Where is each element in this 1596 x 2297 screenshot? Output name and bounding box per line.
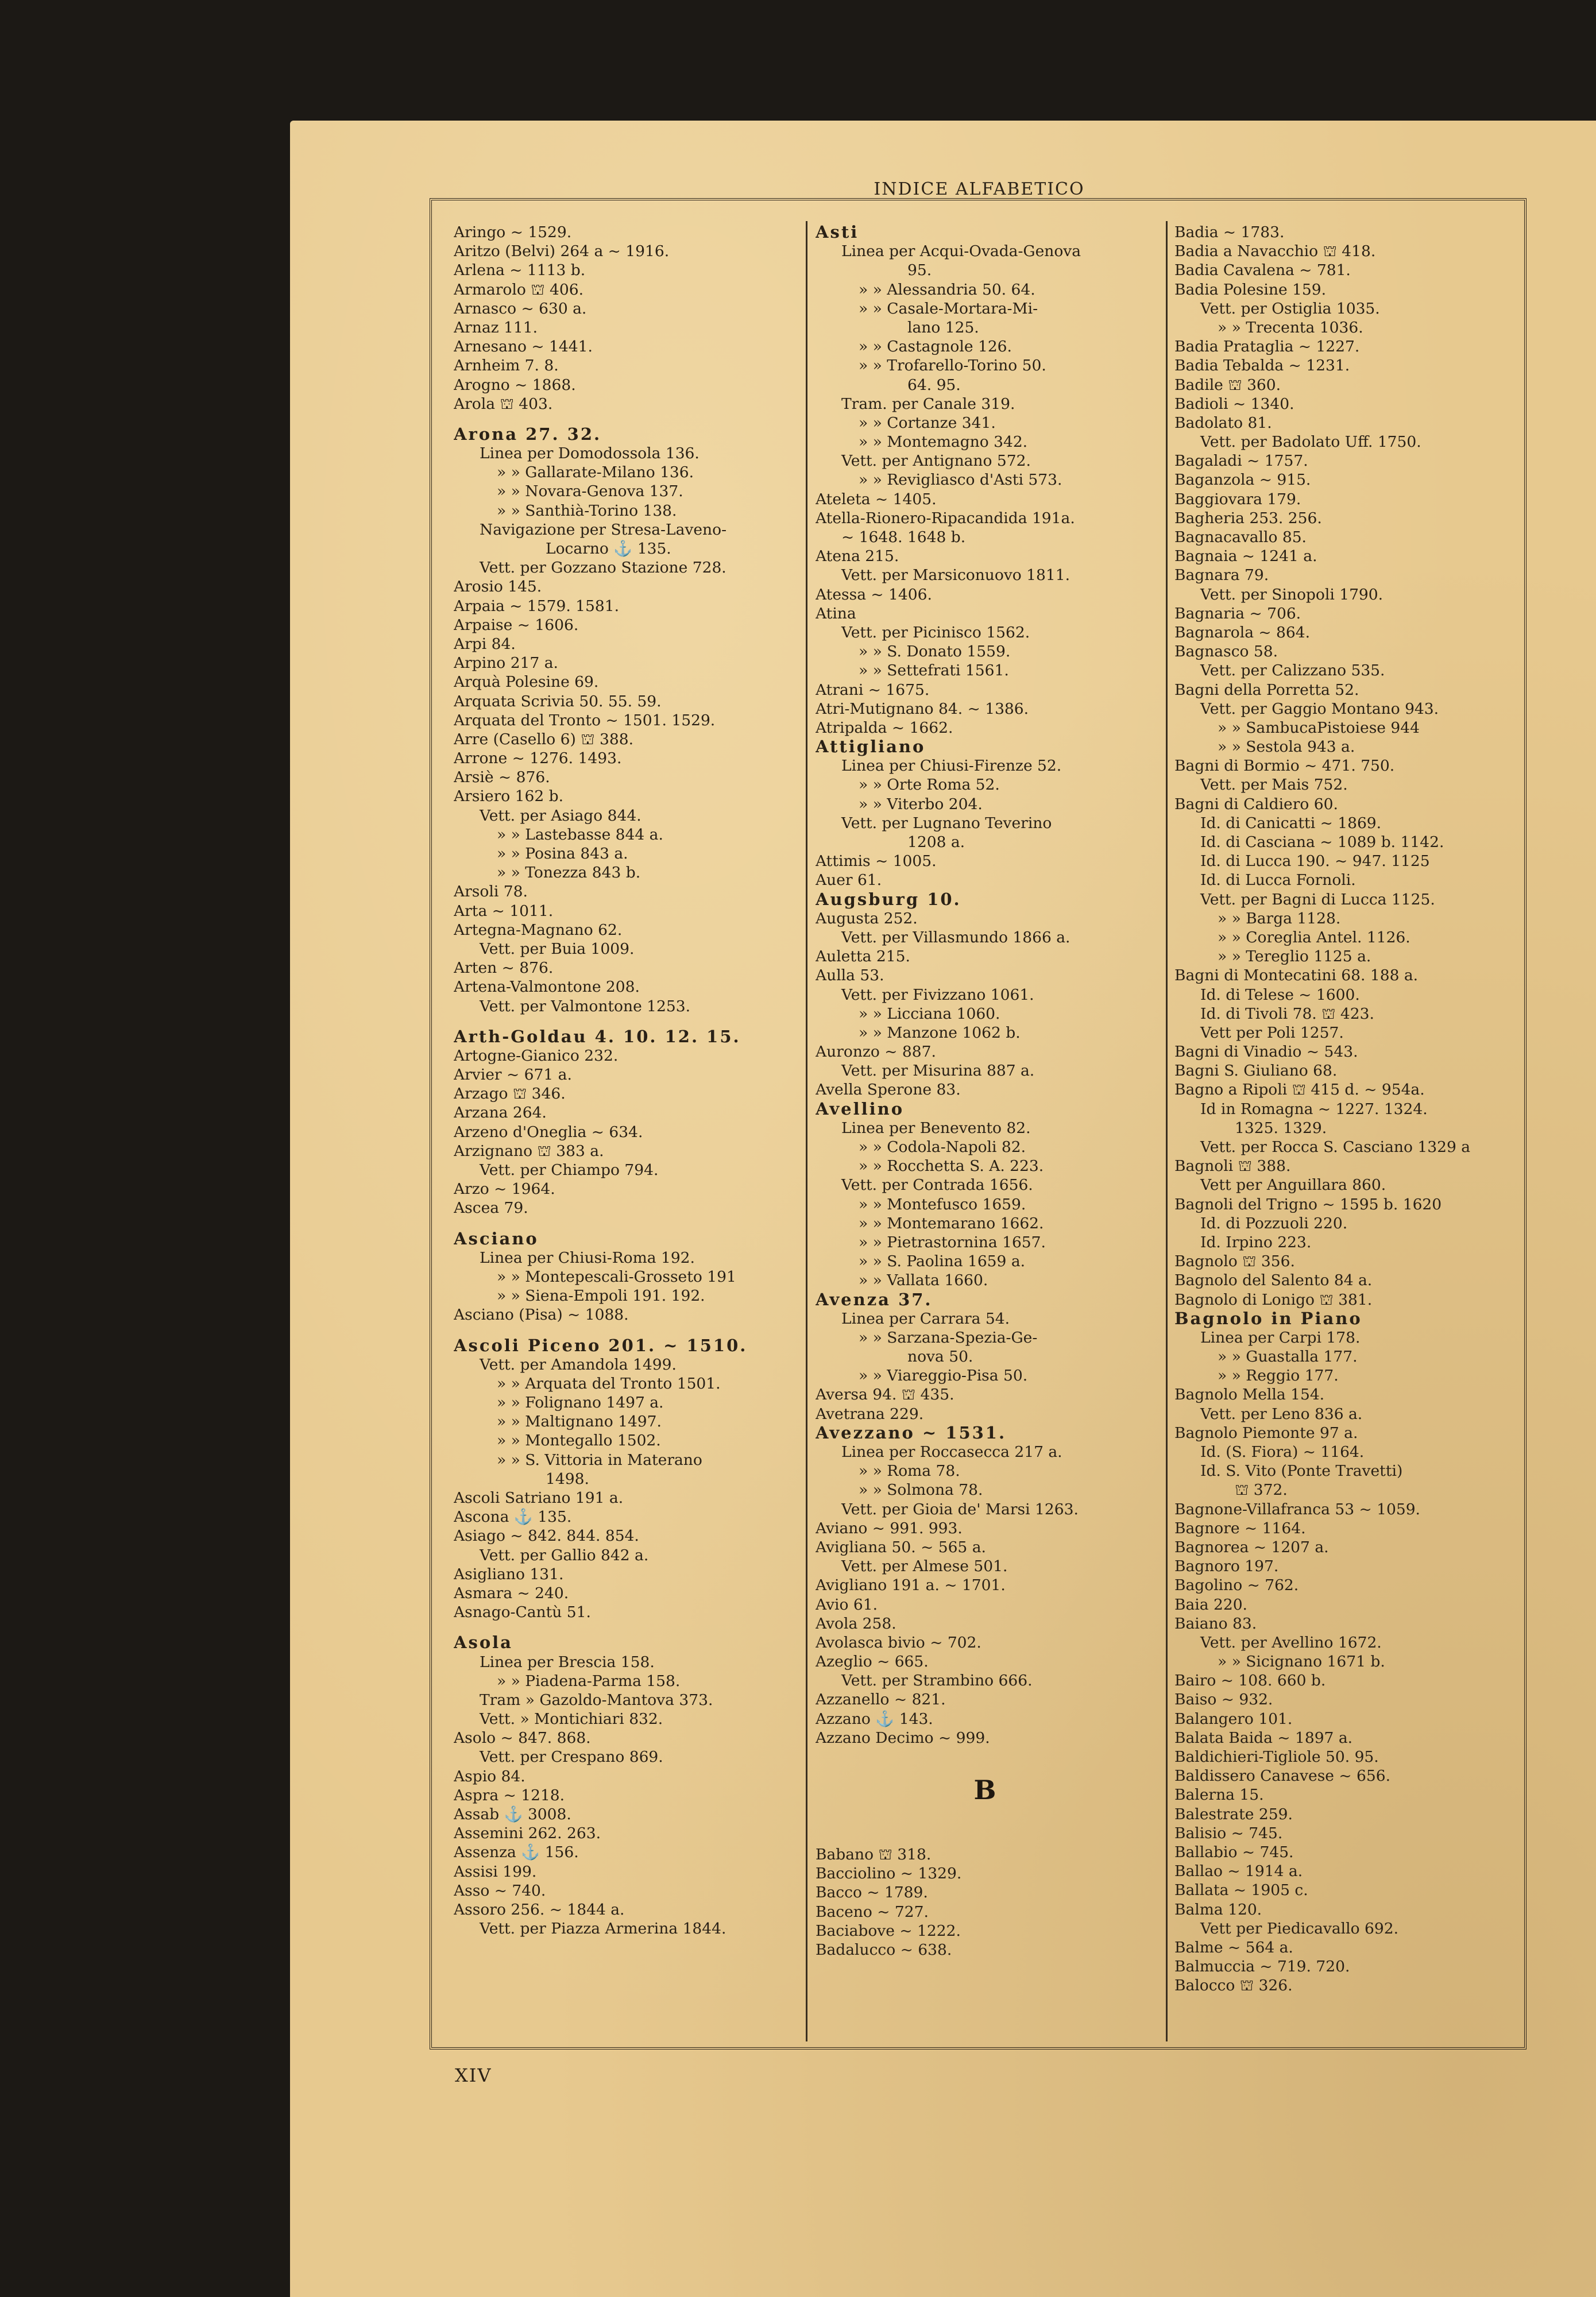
index-entry: » » Trecenta 1036. bbox=[1218, 318, 1363, 337]
index-entry: » » Tonezza 843 b. bbox=[497, 864, 641, 882]
index-entry: » » Barga 1128. bbox=[1218, 909, 1341, 927]
index-heading: Asola bbox=[454, 1633, 513, 1653]
index-entry: » » Montefusco 1659. bbox=[859, 1195, 1026, 1213]
index-entry: Balangero 101. bbox=[1174, 1710, 1293, 1728]
index-entry: Bagnoro 197. bbox=[1174, 1557, 1279, 1576]
index-entry: Linea per Benevento 82. bbox=[841, 1119, 1031, 1137]
index-heading: Avezzano ~ 1531. bbox=[816, 1422, 1007, 1443]
index-entry: Baldissero Canavese ~ 656. bbox=[1174, 1767, 1391, 1785]
index-entry: Arzago ⛫ 346. bbox=[454, 1085, 566, 1103]
index-entry: Vett. per Misurina 887 a. bbox=[841, 1062, 1035, 1080]
index-entry: Vett. per Ostiglia 1035. bbox=[1200, 299, 1380, 318]
index-entry: Linea per Acqui-Ovada-Genova bbox=[841, 242, 1081, 261]
index-entry: Azzano ⚓ 143. bbox=[816, 1710, 933, 1728]
index-entry: » » S. Paolina 1659 a. bbox=[859, 1252, 1026, 1271]
index-entry: » » Montemarano 1662. bbox=[859, 1214, 1044, 1232]
index-entry: Ballabio ~ 745. bbox=[1174, 1843, 1294, 1861]
index-entry: Asolo ~ 847. 868. bbox=[454, 1729, 591, 1747]
index-entry: Badioli ~ 1340. bbox=[1174, 395, 1294, 413]
index-entry: Vett. per Amandola 1499. bbox=[480, 1355, 677, 1374]
index-entry: Arpi 84. bbox=[454, 635, 516, 653]
index-entry: » » Coreglia Antel. 1126. bbox=[1218, 928, 1410, 946]
index-entry: Artena-Valmontone 208. bbox=[454, 978, 640, 996]
index-entry: Id in Romagna ~ 1227. 1324. bbox=[1200, 1100, 1428, 1118]
index-entry: » » Codola-Napoli 82. bbox=[859, 1138, 1026, 1156]
spacer bbox=[454, 413, 793, 425]
index-entry: » » Montegallo 1502. bbox=[497, 1432, 661, 1450]
index-entry: Badia Tebalda ~ 1231. bbox=[1174, 357, 1350, 375]
index-entry: » » Guastalla 177. bbox=[1218, 1348, 1358, 1366]
index-entry: lano 125. bbox=[907, 318, 979, 337]
index-entry: Ateleta ~ 1405. bbox=[816, 490, 937, 508]
index-entry: Arzo ~ 1964. bbox=[454, 1180, 555, 1198]
index-entry: Id. (S. Fiora) ~ 1164. bbox=[1200, 1443, 1365, 1461]
column-divider bbox=[1166, 221, 1168, 2041]
index-entry: Atella-Rionero-Ripacandida 191a. bbox=[816, 509, 1075, 527]
index-entry: Vett per Poli 1257. bbox=[1200, 1023, 1344, 1042]
index-entry: Arsiero 162 b. bbox=[454, 787, 563, 806]
index-entry: nova 50. bbox=[907, 1348, 973, 1366]
index-heading: Asti bbox=[816, 223, 859, 242]
index-entry: Balma 120. bbox=[1174, 1900, 1262, 1919]
index-entry: Badia Prataglia ~ 1227. bbox=[1174, 338, 1360, 356]
index-entry: Bagno a Ripoli ⛫ 415 d. ~ 954a. bbox=[1174, 1081, 1425, 1099]
index-entry: Avio 61. bbox=[816, 1595, 878, 1614]
index-entry: Vett. per Calizzano 535. bbox=[1200, 662, 1385, 680]
index-entry: Bagnone-Villafranca 53 ~ 1059. bbox=[1174, 1500, 1420, 1518]
index-entry: » » Manzone 1062 b. bbox=[859, 1023, 1021, 1042]
index-entry: Bagni S. Giuliano 68. bbox=[1174, 1062, 1338, 1080]
index-entry: Baiano 83. bbox=[1174, 1614, 1257, 1633]
index-entry: Bagni di Montecatini 68. 188 a. bbox=[1174, 966, 1419, 985]
index-entry: » » Trofarello-Torino 50. bbox=[859, 357, 1046, 375]
index-entry: » » Novara-Genova 137. bbox=[497, 482, 683, 501]
page-header: INDICE ALFABETICO bbox=[874, 179, 1085, 199]
index-entry: Badile ⛫ 360. bbox=[1174, 376, 1281, 394]
index-entry: » » Rocchetta S. A. 223. bbox=[859, 1157, 1044, 1175]
index-column-2 bbox=[816, 223, 1154, 1959]
index-entry: Aulla 53. bbox=[816, 966, 884, 985]
index-entry: Id. di Canicatti ~ 1869. bbox=[1200, 814, 1382, 832]
index-entry: » » Sicignano 1671 b. bbox=[1218, 1653, 1385, 1671]
index-entry: Aspra ~ 1218. bbox=[454, 1786, 565, 1804]
index-entry: Baldichieri-Tigliole 50. 95. bbox=[1174, 1748, 1379, 1766]
index-entry: Arpino 217 a. bbox=[454, 654, 558, 672]
index-entry: Vett. per Gozzano Stazione 728. bbox=[480, 559, 726, 577]
index-entry: » » Solmona 78. bbox=[859, 1481, 983, 1499]
index-entry: Ballao ~ 1914 a. bbox=[1174, 1862, 1303, 1881]
index-entry: Badolato 81. bbox=[1174, 413, 1272, 432]
index-entry: Id. di Tivoli 78. ⛫ 423. bbox=[1200, 1004, 1374, 1023]
index-entry: Tram » Gazoldo-Mantova 373. bbox=[480, 1691, 713, 1709]
index-entry: Armarolo ⛫ 406. bbox=[454, 280, 583, 299]
index-entry: Arzeno d'Oneglia ~ 634. bbox=[454, 1123, 643, 1141]
index-entry: Arnasco ~ 630 a. bbox=[454, 299, 587, 318]
index-column-1 bbox=[454, 223, 793, 1938]
index-entry: Atri-Mutignano 84. ~ 1386. bbox=[816, 699, 1029, 718]
index-entry: Arquata Scrivia 50. 55. 59. bbox=[454, 692, 662, 710]
section-letter: B bbox=[973, 1774, 996, 1806]
index-entry: Auer 61. bbox=[816, 871, 882, 890]
index-heading: Arth-Goldau 4. 10. 12. 15. bbox=[454, 1026, 741, 1046]
index-entry: Vett. » Montichiari 832. bbox=[480, 1710, 663, 1728]
index-entry: Vett. per Gallio 842 a. bbox=[480, 1546, 649, 1564]
index-entry: Asso ~ 740. bbox=[454, 1881, 546, 1900]
spacer bbox=[454, 1218, 793, 1229]
index-entry: Attimis ~ 1005. bbox=[816, 852, 937, 871]
index-entry: Avigliana 50. ~ 565 a. bbox=[816, 1538, 986, 1556]
index-entry: Bagni di Vinadio ~ 543. bbox=[1174, 1043, 1358, 1061]
index-entry: Vett. per Bagni di Lucca 1125. bbox=[1200, 890, 1435, 908]
index-entry: Baia 220. bbox=[1174, 1595, 1247, 1614]
index-entry: Assab ⚓ 3008. bbox=[454, 1805, 571, 1823]
index-entry: Vett. per Gaggio Montano 943. bbox=[1200, 699, 1439, 718]
index-entry: Avetrana 229. bbox=[816, 1405, 924, 1423]
index-entry: Vett. per Fivizzano 1061. bbox=[841, 985, 1034, 1004]
index-entry: Bagnoli del Trigno ~ 1595 b. 1620 bbox=[1174, 1195, 1442, 1213]
index-entry: » » Piadena-Parma 158. bbox=[497, 1672, 681, 1690]
index-entry: » » SambucaPistoiese 944 bbox=[1218, 718, 1420, 737]
index-entry: Bagolino ~ 762. bbox=[1174, 1576, 1299, 1595]
index-entry: Arrone ~ 1276. 1493. bbox=[454, 749, 622, 768]
index-entry: Arnheim 7. 8. bbox=[454, 357, 559, 375]
index-entry: » » Sestola 943 a. bbox=[1218, 738, 1355, 756]
index-heading: Ascoli Piceno 201. ~ 1510. bbox=[454, 1335, 748, 1355]
index-entry: Vett. per Villasmundo 1866 a. bbox=[841, 928, 1071, 946]
index-heading: Augsburg 10. bbox=[816, 889, 961, 909]
index-entry: 1208 a. bbox=[907, 833, 965, 851]
index-entry: Balmuccia ~ 719. 720. bbox=[1174, 1958, 1350, 1976]
index-entry: » » Castagnole 126. bbox=[859, 338, 1012, 356]
index-column-3 bbox=[1174, 223, 1519, 1995]
index-entry: Bagnorea ~ 1207 a. bbox=[1174, 1538, 1329, 1556]
column-divider bbox=[806, 221, 807, 2041]
index-entry: Badalucco ~ 638. bbox=[816, 1940, 952, 1959]
index-entry: Locarno ⚓ 135. bbox=[546, 540, 671, 558]
spacer bbox=[454, 1325, 793, 1336]
index-entry: Arogno ~ 1868. bbox=[454, 376, 576, 394]
spacer bbox=[816, 1834, 1154, 1845]
index-entry: Asnago-Cantù 51. bbox=[454, 1603, 591, 1622]
index-entry: Bagni di Caldiero 60. bbox=[1174, 795, 1338, 813]
index-entry: » » Montepescali-Grosseto 191 bbox=[497, 1267, 736, 1286]
index-entry: Id. S. Vito (Ponte Travetti) bbox=[1200, 1462, 1403, 1480]
index-entry: Bagnolo del Salento 84 a. bbox=[1174, 1271, 1373, 1290]
index-entry: Linea per Roccasecca 217 a. bbox=[841, 1443, 1062, 1461]
index-entry: Aviano ~ 991. 993. bbox=[816, 1519, 963, 1537]
index-entry: Avella Sperone 83. bbox=[816, 1081, 961, 1099]
index-entry: Linea per Chiusi-Firenze 52. bbox=[841, 757, 1062, 775]
index-entry: Vett. per Picinisco 1562. bbox=[841, 623, 1030, 641]
index-entry: Assenza ⚓ 156. bbox=[454, 1843, 579, 1862]
index-entry: Vett. per Badolato Uff. 1750. bbox=[1200, 433, 1421, 451]
index-entry: 95. bbox=[907, 261, 932, 280]
index-entry: Id. di Lucca Fornoli. bbox=[1200, 871, 1356, 890]
index-entry: Auletta 215. bbox=[816, 948, 910, 966]
index-entry: Bagheria 253. 256. bbox=[1174, 509, 1322, 527]
index-entry: Aringo ~ 1529. bbox=[454, 223, 572, 241]
index-entry: Linea per Domodossola 136. bbox=[480, 444, 700, 463]
index-heading: Attigliano bbox=[816, 737, 926, 757]
index-entry: » » Gallarate-Milano 136. bbox=[497, 463, 694, 482]
index-entry: Bagnaia ~ 1241 a. bbox=[1174, 547, 1317, 566]
index-entry: » » Maltignano 1497. bbox=[497, 1413, 662, 1431]
index-entry: Bagnara 79. bbox=[1174, 566, 1269, 585]
index-entry: Arsoli 78. bbox=[454, 883, 528, 901]
index-entry: Aritzo (Belvi) 264 a ~ 1916. bbox=[454, 242, 670, 261]
index-entry: Bagnolo Mella 154. bbox=[1174, 1386, 1325, 1404]
index-entry: 1325. 1329. bbox=[1235, 1119, 1327, 1137]
index-entry: » » Alessandria 50. 64. bbox=[859, 280, 1035, 299]
index-entry: Id. Irpino 223. bbox=[1200, 1233, 1312, 1251]
index-entry: Asciano (Pisa) ~ 1088. bbox=[454, 1306, 629, 1324]
index-entry: Bacciolino ~ 1329. bbox=[816, 1865, 962, 1883]
index-entry: Baggiovara 179. bbox=[1174, 490, 1301, 508]
index-entry: ~ 1648. 1648 b. bbox=[841, 528, 966, 546]
index-entry: Assisi 199. bbox=[454, 1862, 537, 1881]
index-entry: Bagnaria ~ 706. bbox=[1174, 604, 1301, 622]
index-entry: Arola ⛫ 403. bbox=[454, 395, 553, 413]
index-entry: » » Vallata 1660. bbox=[859, 1271, 988, 1290]
index-entry: Atessa ~ 1406. bbox=[816, 585, 932, 604]
index-entry: Vett per Piedicavallo 692. bbox=[1200, 1919, 1399, 1938]
index-entry: Navigazione per Stresa-Laveno- bbox=[480, 520, 727, 539]
index-entry: Avolasca bivio ~ 702. bbox=[816, 1633, 981, 1652]
index-entry: » » Reggio 177. bbox=[1218, 1367, 1339, 1385]
index-entry: » » Revigliasco d'Asti 573. bbox=[859, 471, 1062, 489]
index-entry: Arten ~ 876. bbox=[454, 959, 554, 977]
index-entry: Augusta 252. bbox=[816, 909, 918, 927]
index-entry: » » Cortanze 341. bbox=[859, 413, 996, 432]
index-entry: Bairo ~ 108. 660 b. bbox=[1174, 1672, 1326, 1690]
spacer bbox=[454, 1622, 793, 1633]
index-entry: Bagnolo ⛫ 356. bbox=[1174, 1252, 1295, 1271]
index-entry: » » Roma 78. bbox=[859, 1462, 960, 1480]
index-entry: Balisio ~ 745. bbox=[1174, 1824, 1283, 1842]
index-entry: Id. di Pozzuoli 220. bbox=[1200, 1214, 1348, 1232]
index-entry: Atrani ~ 1675. bbox=[816, 680, 930, 699]
index-heading: Avellino bbox=[816, 1099, 905, 1119]
index-entry: Arpaia ~ 1579. 1581. bbox=[454, 597, 620, 615]
index-entry: Badia a Navacchio ⛫ 418. bbox=[1174, 242, 1376, 261]
index-entry: Arnaz 111. bbox=[454, 318, 538, 337]
index-entry: Arlena ~ 1113 b. bbox=[454, 261, 586, 280]
index-entry: Bagni della Porretta 52. bbox=[1174, 680, 1359, 699]
index-entry: Asigliano 131. bbox=[454, 1565, 564, 1583]
spacer bbox=[454, 1016, 793, 1027]
index-entry: Atena 215. bbox=[816, 547, 899, 566]
index-entry: Vett. per Lugnano Teverino bbox=[841, 814, 1052, 832]
index-entry: Bagnarola ~ 864. bbox=[1174, 623, 1311, 641]
index-entry: Ballata ~ 1905 c. bbox=[1174, 1881, 1308, 1900]
index-entry: Balme ~ 564 a. bbox=[1174, 1938, 1293, 1956]
index-entry: Id. di Telese ~ 1600. bbox=[1200, 985, 1360, 1004]
index-entry: » » Sarzana-Spezia-Ge- bbox=[859, 1328, 1038, 1347]
index-entry: Vett. per Buia 1009. bbox=[480, 939, 635, 958]
index-entry: Balerna 15. bbox=[1174, 1786, 1264, 1804]
index-heading: Bagnolo in Piano bbox=[1174, 1308, 1362, 1328]
index-entry: Vett. per Rocca S. Casciano 1329 a bbox=[1200, 1138, 1471, 1156]
index-entry: Azzano Decimo ~ 999. bbox=[816, 1728, 990, 1747]
index-entry: Arosio 145. bbox=[454, 578, 542, 596]
index-entry: Vett per Anguillara 860. bbox=[1200, 1176, 1386, 1194]
index-heading: Asciano bbox=[454, 1228, 539, 1248]
index-entry: Baciabove ~ 1222. bbox=[816, 1921, 961, 1940]
index-entry: » » Lastebasse 844 a. bbox=[497, 825, 663, 844]
index-entry: Atina bbox=[816, 604, 856, 622]
index-entry: Bacco ~ 1789. bbox=[816, 1884, 928, 1902]
index-entry: Arvier ~ 671 a. bbox=[454, 1066, 572, 1084]
index-entry: Avola 258. bbox=[816, 1614, 896, 1633]
index-entry: Asmara ~ 240. bbox=[454, 1584, 569, 1602]
index-entry: » » Viareggio-Pisa 50. bbox=[859, 1367, 1028, 1385]
index-entry: ⛫ 372. bbox=[1235, 1481, 1288, 1499]
index-entry: Vett. per Piazza Armerina 1844. bbox=[480, 1920, 726, 1938]
index-entry: » » Siena-Empoli 191. 192. bbox=[497, 1287, 705, 1305]
index-entry: Bagnore ~ 1164. bbox=[1174, 1519, 1306, 1537]
index-entry: » » Orte Roma 52. bbox=[859, 776, 1000, 794]
index-entry: Vett. per Chiampo 794. bbox=[480, 1161, 659, 1179]
index-entry: Vett. per Marsiconuovo 1811. bbox=[841, 566, 1071, 585]
index-entry: Artogne-Gianico 232. bbox=[454, 1046, 619, 1065]
index-entry: Badia ~ 1783. bbox=[1174, 223, 1285, 241]
index-entry: Bagnasco 58. bbox=[1174, 643, 1278, 661]
index-entry: Babano ⛫ 318. bbox=[816, 1846, 932, 1863]
index-entry: » » S. Vittoria in Materano bbox=[497, 1451, 702, 1469]
index-entry: Id. di Lucca 190. ~ 947. 1125 bbox=[1200, 852, 1430, 871]
index-entry: Arpaise ~ 1606. bbox=[454, 616, 579, 634]
index-entry: Bagaladi ~ 1757. bbox=[1174, 452, 1308, 470]
page-number: XIV bbox=[455, 2064, 492, 2086]
index-entry: » » Santhià-Torino 138. bbox=[497, 501, 677, 520]
index-entry: Baiso ~ 932. bbox=[1174, 1691, 1273, 1709]
index-entry: Vett. per Avellino 1672. bbox=[1200, 1633, 1382, 1652]
index-entry: » » S. Donato 1559. bbox=[859, 643, 1011, 661]
index-entry: » » Tereglio 1125 a. bbox=[1218, 948, 1371, 966]
index-entry: » » Casale-Mortara-Mi- bbox=[859, 299, 1038, 318]
index-entry: » » Licciana 1060. bbox=[859, 1004, 1000, 1023]
index-entry: Arnesano ~ 1441. bbox=[454, 338, 593, 356]
index-entry: Vett. per Almese 501. bbox=[841, 1557, 1008, 1576]
index-entry: Linea per Carrara 54. bbox=[841, 1309, 1010, 1328]
index-entry: Vett. per Asiago 844. bbox=[480, 806, 642, 825]
index-entry: Baceno ~ 727. bbox=[816, 1902, 929, 1921]
index-entry: Arre (Casello 6) ⛫ 388. bbox=[454, 730, 634, 748]
index-entry: » » Pietrastornina 1657. bbox=[859, 1233, 1046, 1251]
index-entry: » » Montemagno 342. bbox=[859, 433, 1028, 451]
index-entry: Aversa 94. ⛫ 435. bbox=[816, 1386, 954, 1404]
index-entry: Badia Cavalena ~ 781. bbox=[1174, 261, 1351, 280]
index-entry: Bagnoli ⛫ 388. bbox=[1174, 1157, 1291, 1175]
index-entry: Ascea 79. bbox=[454, 1199, 528, 1217]
index-heading: Arona 27. 32. bbox=[454, 424, 602, 444]
index-entry: Vett. per Gioia de' Marsi 1263. bbox=[841, 1500, 1079, 1518]
index-entry: Arquata del Tronto ~ 1501. 1529. bbox=[454, 711, 716, 729]
index-entry: » » Arquata del Tronto 1501. bbox=[497, 1374, 721, 1393]
index-entry: Tram. per Canale 319. bbox=[841, 395, 1015, 413]
index-entry: Vett. per Valmontone 1253. bbox=[480, 997, 691, 1015]
index-entry: Vett. per Antignano 572. bbox=[841, 452, 1031, 470]
index-entry: Vett. per Sinopoli 1790. bbox=[1200, 585, 1384, 604]
index-entry: Arzignano ⛫ 383 a. bbox=[454, 1142, 604, 1160]
index-entry: Balocco ⛫ 326. bbox=[1174, 1977, 1293, 1995]
index-entry: Bagni di Bormio ~ 471. 750. bbox=[1174, 757, 1395, 775]
index-entry: Avigliano 191 a. ~ 1701. bbox=[816, 1576, 1006, 1595]
index-entry: Vett. per Leno 836 a. bbox=[1200, 1405, 1363, 1423]
index-entry: 1498. bbox=[546, 1470, 589, 1488]
index-entry: Assemini 262. 263. bbox=[454, 1824, 601, 1843]
index-entry: Baganzola ~ 915. bbox=[1174, 471, 1311, 489]
index-entry: » » Viterbo 204. bbox=[859, 795, 983, 813]
index-entry: Bagnolo di Lonigo ⛫ 381. bbox=[1174, 1290, 1373, 1309]
index-entry: Ascona ⚓ 135. bbox=[454, 1508, 572, 1526]
index-entry: » » Settefrati 1561. bbox=[859, 662, 1009, 680]
index-entry: Arzana 264. bbox=[454, 1104, 547, 1122]
index-entry: Badia Polesine 159. bbox=[1174, 280, 1327, 299]
index-entry: Balata Baida ~ 1897 a. bbox=[1174, 1728, 1353, 1747]
index-entry: Aspio 84. bbox=[454, 1767, 525, 1785]
index-entry: Ascoli Satriano 191 a. bbox=[454, 1489, 624, 1507]
index-entry: » » Folignano 1497 a. bbox=[497, 1394, 664, 1412]
index-entry: Bagnolo Piemonte 97 a. bbox=[1174, 1424, 1358, 1442]
index-entry: Linea per Chiusi-Roma 192. bbox=[480, 1248, 695, 1267]
index-entry: Azzanello ~ 821. bbox=[816, 1691, 946, 1709]
index-entry: Linea per Carpi 178. bbox=[1200, 1328, 1361, 1347]
index-entry: » » Posina 843 a. bbox=[497, 845, 628, 863]
index-entry: Auronzo ~ 887. bbox=[816, 1043, 936, 1061]
index-entry: Artegna-Magnano 62. bbox=[454, 921, 623, 939]
index-entry: Vett. per Strambino 666. bbox=[841, 1672, 1033, 1690]
index-entry: Arta ~ 1011. bbox=[454, 902, 554, 920]
index-entry: Atripalda ~ 1662. bbox=[816, 718, 953, 737]
index-entry: Vett. per Crespano 869. bbox=[480, 1748, 663, 1766]
index-entry: Vett. per Mais 752. bbox=[1200, 776, 1348, 794]
index-entry: Asiago ~ 842. 844. 854. bbox=[454, 1527, 639, 1545]
index-entry: Arquà Polesine 69. bbox=[454, 673, 599, 691]
index-entry: Arsiè ~ 876. bbox=[454, 768, 550, 787]
index-entry: Id. di Casciana ~ 1089 b. 1142. bbox=[1200, 833, 1444, 851]
index-entry: 64. 95. bbox=[907, 376, 961, 394]
index-entry: Balestrate 259. bbox=[1174, 1805, 1293, 1823]
index-heading: Avenza 37. bbox=[816, 1289, 933, 1309]
index-entry: Linea per Brescia 158. bbox=[480, 1653, 655, 1671]
index-entry: Azeglio ~ 665. bbox=[816, 1653, 929, 1671]
index-entry: Vett. per Contrada 1656. bbox=[841, 1176, 1033, 1194]
index-entry: Bagnacavallo 85. bbox=[1174, 528, 1307, 546]
index-entry: Assoro 256. ~ 1844 a. bbox=[454, 1900, 625, 1919]
